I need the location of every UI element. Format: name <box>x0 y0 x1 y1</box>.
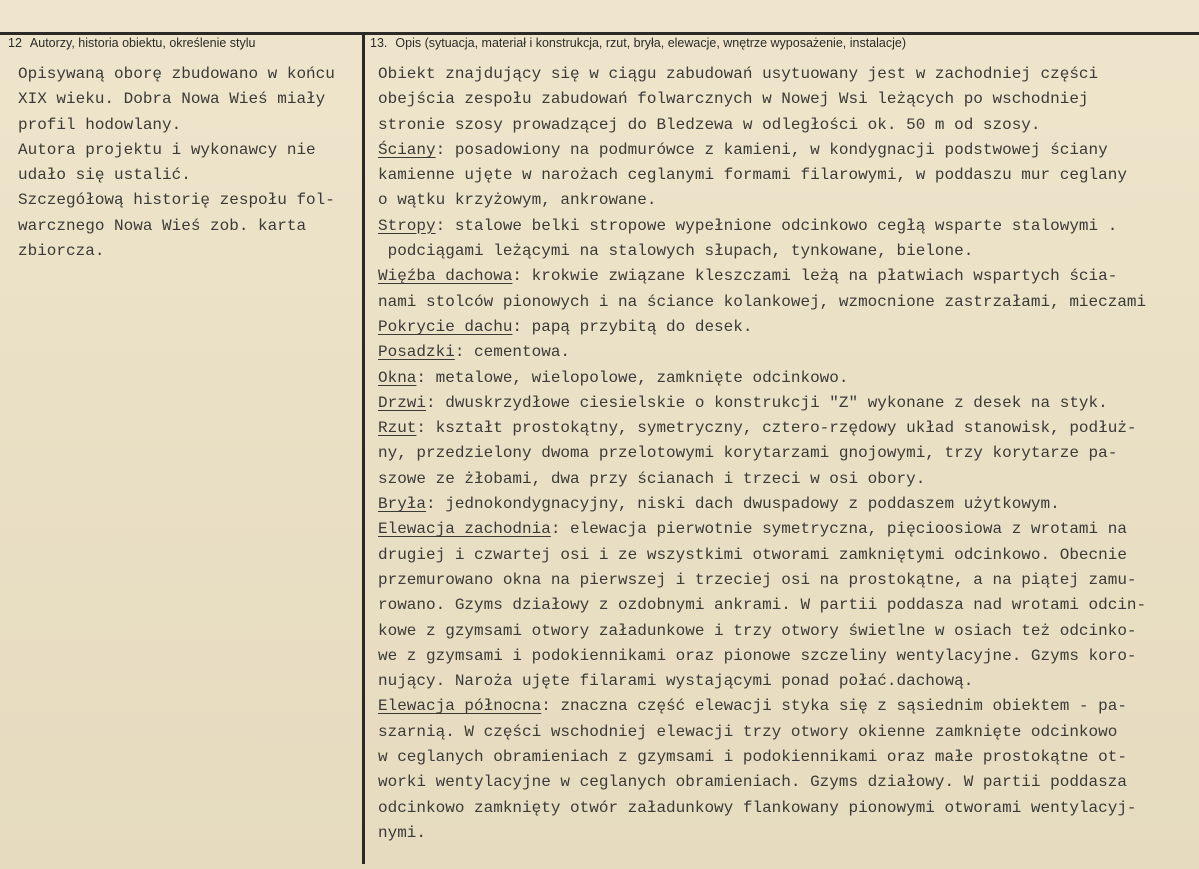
text-line <box>378 770 1198 795</box>
section-13-header <box>370 36 906 50</box>
text-line <box>378 694 1198 719</box>
text-line: warcznego Nowa Wieś zob. karta <box>18 216 307 235</box>
line-text: : posadowiony na podmurówce z kamieni, w kondygnacji podstwowej ściany <box>435 140 1108 159</box>
text-line <box>378 264 1198 289</box>
text-line <box>378 188 1198 213</box>
line-text: o wątku krzyżowym, ankrowane. <box>378 191 657 210</box>
section-12-number: 12 <box>8 36 22 50</box>
line-text: stronie szosy prowadzącej do Bledzewa w odległości ok. 50 m od szosy. <box>378 115 1041 134</box>
text-line <box>378 416 1198 441</box>
text-line <box>378 113 1198 138</box>
section-label: Ściany <box>378 140 436 159</box>
line-text: nujący. Naroża ujęte filarami wystającymi ponad połać.dachową. <box>378 672 974 691</box>
text-line <box>378 441 1198 466</box>
text-line: Autora projektu i wykonawcy nie <box>18 140 316 159</box>
history-text-column <box>18 62 335 264</box>
line-text: we z gzymsami i podokiennikami oraz pionowe szczeliny wentylacyjne. Gzyms koro- <box>378 646 1137 665</box>
line-text: : krokwie związane kleszczami leżą na płatwiach wspartych ścia- <box>512 267 1118 286</box>
text-line <box>378 290 1198 315</box>
text-line <box>378 669 1198 694</box>
text-line <box>378 239 1198 264</box>
line-text: kamienne ujęte w narożach ceglanymi formami filarowymi, w poddaszu mur ceglany <box>378 166 1127 185</box>
text-line <box>378 62 1198 87</box>
line-text: : jednokondygnacyjny, niski dach dwuspadowy z poddaszem użytkowym. <box>426 495 1060 514</box>
line-text: : papą przybitą do desek. <box>512 317 753 336</box>
line-text: rowano. Gzyms działowy z ozdobnymi ankrami. W partii poddasza nad wrotami odcin- <box>378 596 1147 615</box>
section-label: Pokrycie dachu <box>378 317 513 336</box>
section-label: Okna <box>378 368 417 387</box>
line-text: szarnią. W części wschodniej elewacji trzy otwory okienne zamknięte odcinkowo <box>378 722 1118 741</box>
text-line <box>378 366 1198 391</box>
line-text: nymi. <box>378 823 427 842</box>
line-text: : dwuskrzydłowe ciesielskie o konstrukcji "Z" wykonane z desek na styk. <box>426 393 1108 412</box>
text-line <box>378 593 1198 618</box>
line-text: : kształt prostokątny, symetryczny, cztero-rzędowy układ stanowisk, podłuż- <box>416 419 1137 438</box>
section-13-title: Opis (sytuacja, materiał i konstrukcja, rzut, bryła, elewacje, wnętrze wyposażenie, instalacje) <box>395 36 907 50</box>
line-text: : znaczna część elewacji styka się z sąsiednim obiektem - pa- <box>541 697 1127 716</box>
text-line <box>378 467 1198 492</box>
text-line <box>378 568 1198 593</box>
line-text: worki wentylacyjne w ceglanych obramieniach. Gzyms działowy. W partii poddasza <box>378 773 1127 792</box>
text-line <box>378 796 1198 821</box>
line-text: szowe ze żłobami, dwa przy ścianach i trzeci w osi obory. <box>378 469 926 488</box>
section-13-number: 13. <box>370 36 388 50</box>
column-divider <box>362 34 365 864</box>
text-line: Szczegółową historię zespołu fol- <box>18 191 335 210</box>
line-text: w ceglanych obramieniach z gzymsami i podokiennikami oraz małe prostokątne ot- <box>378 748 1127 767</box>
line-text: : metalowe, wielopolowe, zamknięte odcinkowo. <box>416 368 849 387</box>
section-label: Więźba dachowa <box>378 267 513 286</box>
text-line: profil hodowlany. <box>18 115 182 134</box>
line-text: : cementowa. <box>454 343 571 362</box>
text-line <box>378 720 1198 745</box>
line-text: przemurowano okna na pierwszej i trzeciej osi na prostokątne, a na piątej zamu- <box>378 570 1137 589</box>
text-line: zbiorcza. <box>18 242 105 261</box>
text-line <box>378 619 1198 644</box>
line-text: drugiej i czwartej osi i ze wszystkimi otworami zamkniętymi odcinkowo. Obecnie <box>378 545 1127 564</box>
text-line: XIX wieku. Dobra Nowa Wieś miały <box>18 90 326 109</box>
section-label: Rzut <box>378 419 417 438</box>
line-text: odcinkowo zamknięty otwór załadunkowy flankowany pionowymi otworami wentylacyj- <box>378 798 1137 817</box>
line-text: : stalowe belki stropowe wypełnione odcinkowo cegłą wsparte stalowymi . <box>435 216 1118 235</box>
section-label: Elewacja zachodnia <box>378 520 551 539</box>
section-label: Drzwi <box>378 393 427 412</box>
section-label: Elewacja północna <box>378 697 542 716</box>
text-line: udało się ustalić. <box>18 166 191 185</box>
text-line <box>378 391 1198 416</box>
text-line <box>378 163 1198 188</box>
line-text: : elewacja pierwotnie symetryczna, pięcioosiowa z wrotami na <box>550 520 1127 539</box>
text-line: Opisywaną oborę zbudowano w końcu <box>18 65 335 83</box>
section-label: Posadzki <box>378 343 455 362</box>
line-text: kowe z gzymsami otwory załadunkowe i trzy otwory świetlne w osiach też odcinko- <box>378 621 1137 640</box>
header-rule <box>0 32 1199 35</box>
text-line <box>378 821 1198 846</box>
text-line <box>378 543 1198 568</box>
text-line <box>378 87 1198 112</box>
line-text: ny, przedzielony dwoma przelotowymi korytarzami gnojowymi, trzy korytarze pa- <box>378 444 1118 463</box>
line-text: nami stolców pionowych i na ściance kolankowej, wzmocnione zastrzałami, mieczami <box>378 292 1147 311</box>
line-text: podciągami leżącymi na stalowych słupach, tynkowane, bielone. <box>378 242 974 261</box>
section-label: Bryła <box>378 495 427 514</box>
text-line <box>378 138 1198 163</box>
text-line <box>378 315 1198 340</box>
text-line <box>378 340 1198 365</box>
text-line <box>378 745 1198 770</box>
line-text: obejścia zespołu zabudowań folwarcznych w Nowej Wsi leżących po wschodniej <box>378 90 1089 109</box>
section-label: Stropy <box>378 216 436 235</box>
text-line <box>378 644 1198 669</box>
text-line <box>378 492 1198 517</box>
text-line <box>378 517 1198 542</box>
section-12-title: Autorzy, historia obiektu, określenie stylu <box>29 36 256 50</box>
line-text: Obiekt znajdujący się w ciągu zabudowań usytuowany jest w zachodniej części <box>378 65 1099 83</box>
section-12-header <box>8 36 255 50</box>
description-text-column <box>378 62 1198 846</box>
text-line <box>378 214 1198 239</box>
